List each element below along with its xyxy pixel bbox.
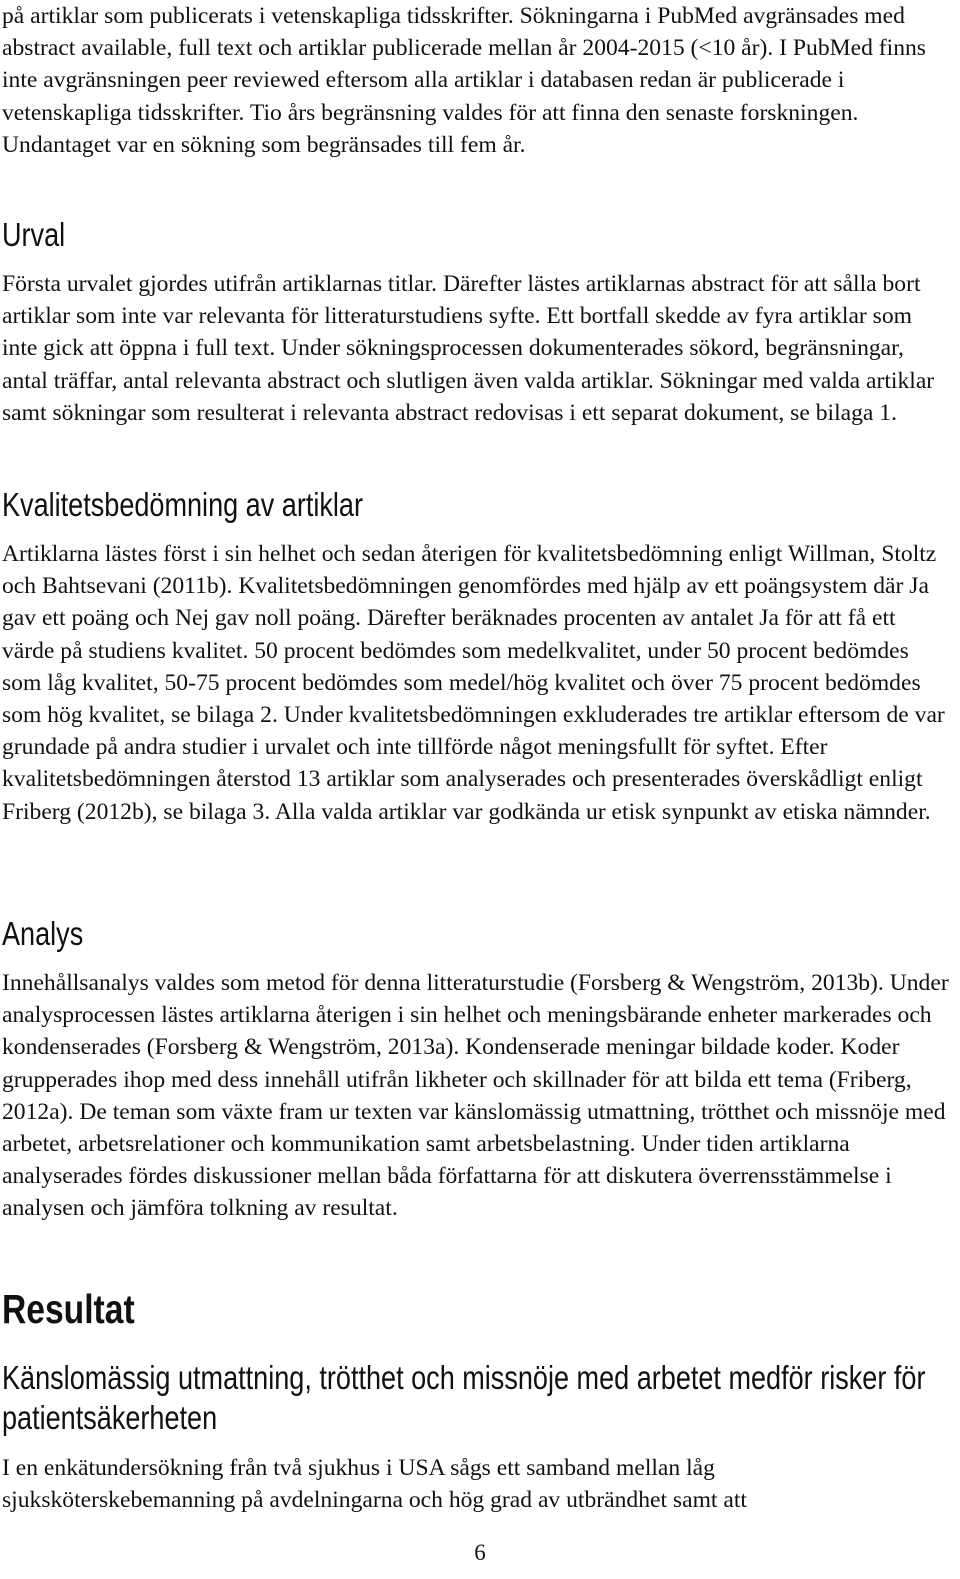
page-number: 6 (474, 1540, 486, 1565)
intro-paragraph: på artiklar som publicerats i vetenskapliga tidsskrifter. Sökningarna i PubMed avgränsades med abstract available, full text och artiklar publicerade mellan år 2004-2015 (<10 år). I PubMed finns inte avgränsningen peer reviewed eftersom alla artiklar i databasen redan är publicerade i vetenskapliga tidsskrifter. Tio års begränsning valdes för att finna den senaste forskningen. Undantaget var en sökning som begränsades till fem år. (2, 3, 926, 158)
analys-paragraph: Innehållsanalys valdes som metod för denna litteraturstudie (Forsberg & Wengström, 2013b). Under analysprocessen lästes artiklarna återigen i sin helhet och meningsbärande enheter markerades och kondenserades (Forsberg & Wengström, 2013a). Kondenserade meningar bildade koder. Koder grupperades ihop med dess innehåll utifrån likheter och skillnader för att bilda ett tema (Friberg, 2012a). De teman som växte fram ur texten var känslomässig utmattning, trötthet och missnöje med arbetet, arbetsrelationer och kommunikation samt arbetsbelastning. Under tiden artiklarna analyserades fördes diskussioner mellan båda författarna för att diskutera överrensstämmelse i analysen och jämföra tolkning av resultat. (2, 970, 949, 1222)
subheading-resultat: Känslomässig utmattning, trötthet och missnöje med arbetet medför risker för patientsäkerheten (2, 1359, 926, 1436)
heading-kvalitetsbedomning: Kvalitetsbedömning av artiklar (2, 486, 363, 523)
kvalitet-paragraph: Artiklarna lästes först i sin helhet och sedan återigen för kvalitetsbedömning enligt Willman, Stoltz och Bahtsevani (2011b). Kvalitetsbedömningen genomfördes med hjälp av ett poängsystem där Ja gav ett poäng och Nej gav noll poäng. Därefter beräknades procenten av antalet Ja för att få ett värde på studiens kvalitet. 50 procent bedömdes som medelkvalitet, under 50 procent bedömdes som låg kvalitet, 50-75 procent bedömdes som medel/hög kvalitet och över 75 procent bedömdes som hög kvalitet, se bilaga 2. Under kvalitetsbedömningen exkluderades tre artiklar eftersom de var grundade på andra studier i urvalet och inte tillförde något meningsfullt för syftet. Efter kvalitetsbedömningen återstod 13 artiklar som analyserades och presenterades överskådligt enligt Friberg (2012b), se bilaga 3. Alla valda artiklar var godkända ur etisk synpunkt av etiska nämnder. (2, 541, 945, 825)
urval-paragraph: Första urvalet gjordes utifrån artiklarnas titlar. Därefter lästes artiklarnas abstract för att sålla bort artiklar som inte var relevanta för litteraturstudiens syfte. Ett bortfall skedde av fyra artiklar som inte gick att öppna i full text. Under sökningsprocessen dokumenterades sökord, begränsningar, antal träffar, antal relevanta abstract och slutligen även valda artiklar. Sökningar med valda artiklar samt sökningar som resulterat i relevanta abstract redovisas i ett separat dokument, se bilaga 1. (2, 271, 935, 426)
heading-analys: Analys (2, 915, 84, 952)
heading-resultat: Resultat (2, 1286, 135, 1332)
resultat-paragraph: I en enkätundersökning från två sjukhus i USA sågs ett samband mellan låg sjuksköterskebemanning på avdelningarna och hög grad av utbrändhet samt att (2, 1455, 747, 1514)
heading-urval: Urval (2, 216, 66, 253)
